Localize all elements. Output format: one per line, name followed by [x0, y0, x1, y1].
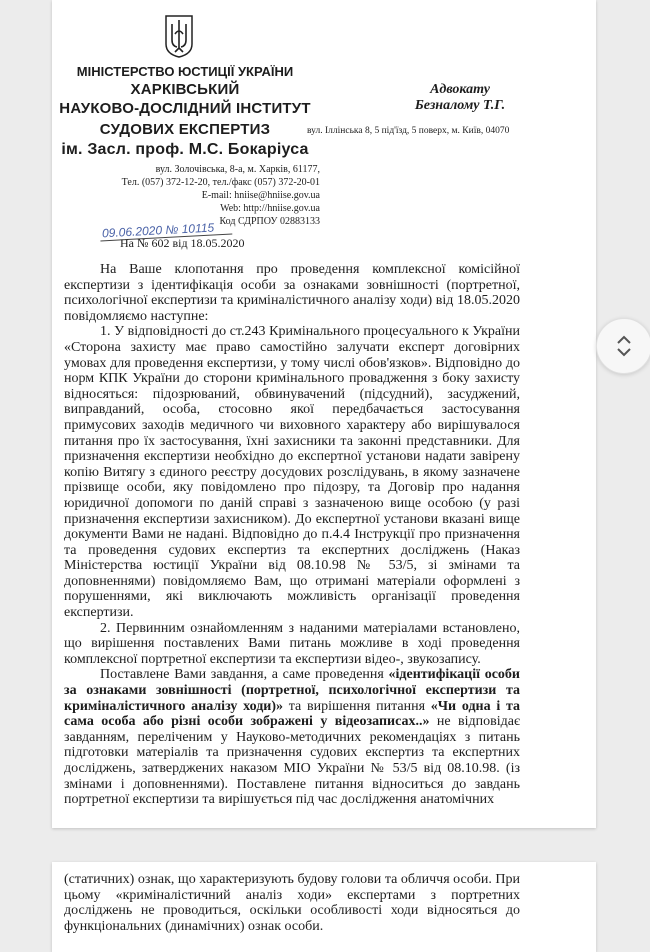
- ministry-name: МІНІСТЕРСТВО ЮСТИЦІЇ УКРАЇНИ: [76, 64, 294, 79]
- quoted-task: «ідентифікації особи за ознаками зовнішності (портретної, психологічної експертизи та криміналістичного аналізу ходи)»: [64, 667, 520, 714]
- paragraph: На Ваше клопотання про проведення комплексної комісійної експертизи з ідентифікація особи за ознаками зовнішності (портретної, психологічної експертизи та криміналістичного аналізу ходи) від 18.05.2020 повідомляємо наступне:: [64, 262, 520, 324]
- paragraph-text: не відповідає завданням, переліченим у Науково-методичних рекомендаціях з питань підготовки матеріалів та призначення судових експертиз та експертних досліджень, затверджених наказом МІО України № 53/5 від 08.10.98. (із змінами і доповненнями). Поставлене питання відноситься до завдань портретної експертизи та вирішується під час дослідження анатомічних: [64, 714, 520, 808]
- institute-name-line: ім. Засл. проф. М.С. Бокаріуса: [61, 141, 309, 158]
- paragraph: 1. У відповідності до ст.243 Кримінального процесуального к України «Сторона захисту має право самостійно залучати експерт договірних умовах для проведення експертизи, у тому числі обов'язков». Відповідно до норм КПК України до сторони кримінального провадження з боку захисту відносяться: підозрюваний, обвинувачений (підсудний), засуджений, виправданий, особа, стосовно якої передбачається застосування примусових заходів медичного чи виховного характеру або вирішувалося питання про їх застосування, їхні захисники та законні представники. Для призначення експертизи необхідно до експертної установи надати завірену копію Витягу з єдиного реєстру досудових розслідувань, в якому зазначене прізвище особи, яку повідомлено про підозру, та Договір про надання юридичної допомоги по даній справі з зазначеною вище особою (у разі призначення експертизи захисником). До експертної установи вказані вище документи Вами не надані. Відповідно до п.4.4 Інструкції про призначення та проведення судових експертиз та експертних досліджень (Наказ Міністерства юстиції України від 08.10.98 № 53/5, зі змінами та доповненнями) повідомляємо Вам, що отримані матеріали оформлені з порушеннями, які виключають можливість організації проведення експертизи.: [64, 324, 520, 621]
- recipient-address: вул. Іллінська 8, 5 під'їзд, 5 поверх, м. Київ, 04070: [307, 126, 510, 136]
- paragraph-text: Поставлене Вами завдання, а саме проведення: [100, 667, 389, 683]
- institute-name-line: НАУКОВО-ДОСЛІДНИЙ ІНСТИТУТ: [59, 100, 311, 117]
- recipient-name: Безналому Т.Г.: [414, 98, 506, 113]
- paragraph-text: та вирішення питання: [283, 698, 431, 714]
- institute-address: вул. Золочівська, 8-а, м. Харків, 61177,: [155, 164, 320, 175]
- registration-number: 09.06.2020 № 10115: [100, 220, 233, 242]
- paragraph: 2. Первинним ознайомленням з наданими матеріалами встановлено, що вирішення поставлених Вами питань можливе в ході проведення комплексної портретної експертизи та експертизи відео-, звукозапису.: [64, 620, 520, 667]
- recipient-role: Адвокату: [430, 82, 490, 97]
- institute-email: E-mail: hniise@hniise.gov.ua: [201, 190, 320, 201]
- institute-name-line: СУДОВИХ ЕКСПЕРТИЗ: [99, 121, 271, 138]
- institute-code: Код СДРПОУ 02883133: [219, 216, 320, 227]
- scroll-up-down-icon: [597, 319, 650, 373]
- coat-of-arms-icon: [164, 14, 194, 58]
- institute-web: Web: http://hniise.gov.ua: [220, 203, 320, 214]
- scroll-button[interactable]: [596, 318, 650, 374]
- page-2-text: [64, 872, 520, 934]
- institute-name-line: ХАРКІВСЬКИЙ: [130, 81, 240, 98]
- paragraph: (статичних) ознак, що характеризують будову голови та обличчя особи. При цьому «криміналістичний аналіз ходи» експертами з портретних досліджень не проводиться, оскільки особливості ходи відносяться до функціональних (динамічних) ознак особи.: [64, 872, 520, 934]
- quoted-question: «Чи одна і та сама особа або різні особи зображені у відеозаписах..»: [64, 698, 521, 730]
- paragraph: [64, 667, 520, 807]
- reply-reference: На № 602 від 18.05.2020: [120, 236, 245, 250]
- letter-body: [64, 262, 520, 808]
- institute-phone: Тел. (057) 372-12-20, тел./факс (057) 372-20-01: [121, 177, 320, 188]
